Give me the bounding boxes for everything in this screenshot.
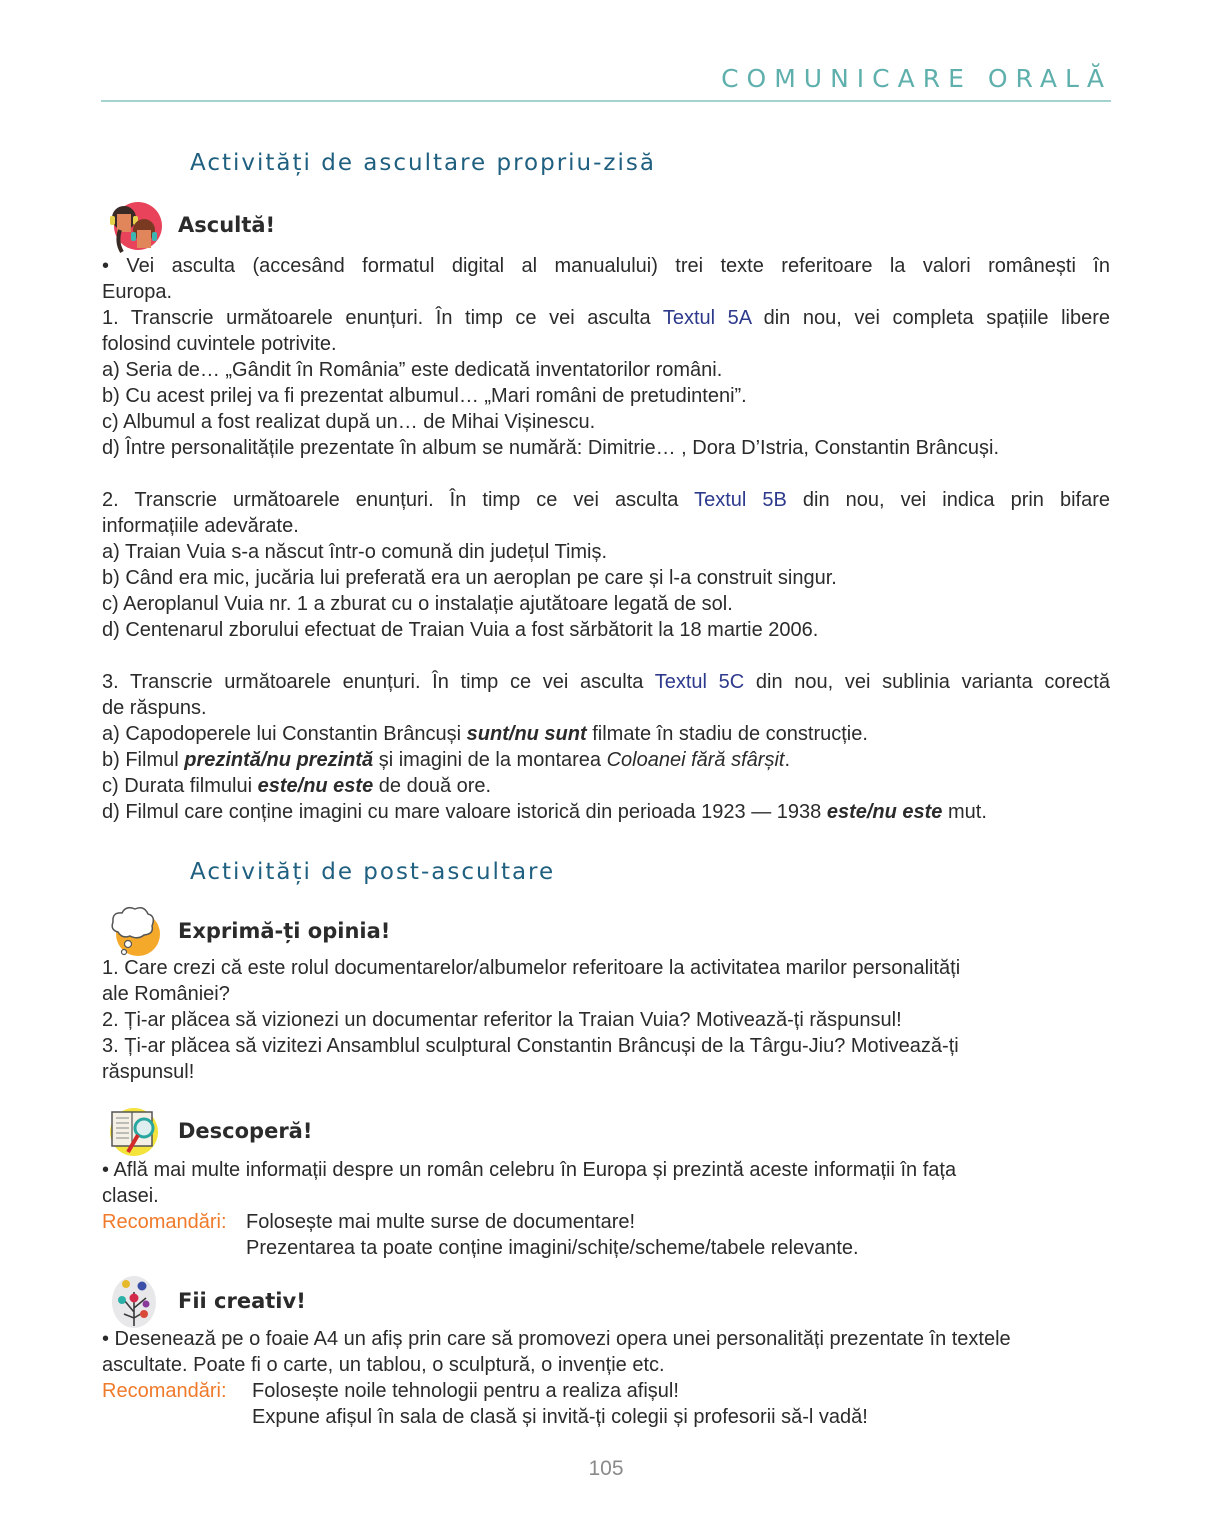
list-item: d) Centenarul zborului efectuat de Traian Vuia a fost sărbătorit la 18 martie 2006. <box>102 619 819 641</box>
task-line: clasei. <box>102 1185 159 1207</box>
task-header-asculta <box>104 196 275 254</box>
task-label: Fii creativ! <box>178 1289 306 1313</box>
list-item: a) Traian Vuia s-a născut într-o comună din județul Timiș. <box>102 541 608 563</box>
task-header-opinie <box>104 902 390 960</box>
question-line: ale României? <box>102 983 230 1005</box>
recommendation-text: Folosește noile tehnologii pentru a realiza afișul! <box>252 1380 679 1402</box>
question-line: 1. Care crezi că este rolul documentarelor/albumelor referitoare la activitatea marilor personalități <box>102 957 961 979</box>
choice-text: este/nu este <box>257 775 374 797</box>
textul-5c-link[interactable]: Textul 5C <box>654 671 745 693</box>
question-text: 1. Transcrie următoarele enunțuri. În timp ce vei asculta <box>102 307 663 329</box>
section-title-listening: Activități de ascultare propriu-zisă <box>190 150 656 176</box>
choice-text: prezintă/nu prezintă <box>184 749 374 771</box>
question-text: din nou, vei completa spațiile libere <box>751 307 1110 329</box>
list-item <box>102 799 1110 825</box>
asculta-content <box>102 253 1110 825</box>
task-header-creativ <box>104 1272 306 1330</box>
item-text: de două ore. <box>373 775 492 797</box>
choice-text: este/nu este <box>826 801 943 823</box>
task-label: Ascultă! <box>178 213 276 237</box>
headphones-people-icon <box>104 196 164 254</box>
intro-line: Europa. <box>102 281 173 303</box>
item-text: filmate în stadiu de construcție. <box>586 723 868 745</box>
descopera-content <box>102 1157 1110 1261</box>
list-item <box>102 747 1110 773</box>
thought-cloud-icon <box>104 902 164 960</box>
recommendation-row <box>102 1404 1110 1430</box>
list-item: d) Între personalitățile prezentate în album se numără: Dimitrie… , Dora D’Istria, Constantin Brâncuși. <box>102 437 1000 459</box>
question-line: răspunsul! <box>102 1061 195 1083</box>
section-title-post-listening: Activități de post-ascultare <box>190 859 556 885</box>
question-1 <box>102 305 1110 331</box>
item-text: d) Filmul care conține imagini cu mare valoare istorică din perioada 1923 — 1938 <box>102 801 827 823</box>
question-3-cont: de răspuns. <box>102 697 207 719</box>
work-title: Coloanei fără sfârșit <box>606 749 785 771</box>
question-text: 2. Transcrie următoarele enunțuri. În timp ce vei asculta <box>102 489 695 511</box>
textul-5a-link[interactable]: Textul 5A <box>662 307 752 329</box>
flower-motif-icon <box>104 1272 164 1330</box>
task-header-descopera <box>104 1102 312 1160</box>
question-text: 3. Transcrie următoarele enunțuri. În timp ce vei asculta <box>102 671 655 693</box>
page-number: 105 <box>588 1457 624 1480</box>
recommendation-text: Expune afișul în sala de clasă și invită-ți colegii și profesorii să-l vadă! <box>252 1406 868 1428</box>
question-line: 2. Ți-ar plăcea să vizionezi un documentar referitor la Traian Vuia? Motivează-ți răspunsul! <box>102 1009 902 1031</box>
list-item: b) Când era mic, jucăria lui preferată era un aeroplan pe care și l-a construit singur. <box>102 567 837 589</box>
question-2-cont: informațiile adevărate. <box>102 515 299 537</box>
textul-5b-link[interactable]: Textul 5B <box>694 489 787 511</box>
item-text: și imagini de la montarea <box>373 749 607 771</box>
item-text: a) Capodoperele lui Constantin Brâncuși <box>102 723 467 745</box>
choice-text: sunt/nu sunt <box>466 723 587 745</box>
task-line: • Află mai multe informații despre un român celebru în Europa și prezintă aceste informații în fața <box>102 1159 957 1181</box>
item-text: . <box>784 749 791 771</box>
recommendation-row <box>102 1209 1110 1235</box>
question-2 <box>102 487 1110 513</box>
recommendations-label: Recomandări: <box>102 1211 227 1233</box>
book-magnifier-icon <box>104 1102 164 1160</box>
task-line: ascultate. Poate fi o carte, un tablou, o sculptură, o invenție etc. <box>102 1354 665 1376</box>
item-text: c) Durata filmului <box>102 775 258 797</box>
list-item: a) Seria de… „Gândit în România” este dedicată inventatorilor români. <box>102 359 723 381</box>
creativ-content <box>102 1326 1110 1430</box>
task-label: Descoperă! <box>178 1119 313 1143</box>
opinie-content <box>102 955 1110 1085</box>
question-line: 3. Ți-ar plăcea să vizitezi Ansamblul sculptural Constantin Brâncuși de la Târgu-Jiu? Motivează-ți <box>102 1035 959 1057</box>
chapter-header: COMUNICARE ORALĂ <box>721 64 1112 93</box>
recommendation-row <box>102 1235 1110 1261</box>
question-text: din nou, vei indica prin bifare <box>786 489 1111 511</box>
question-text: din nou, vei sublinia varianta corectă <box>744 671 1110 693</box>
recommendation-text: Prezentarea ta poate conține imagini/schițe/scheme/tabele relevante. <box>246 1237 859 1259</box>
task-label: Exprimă-ți opinia! <box>178 919 391 943</box>
header-divider <box>101 100 1111 102</box>
recommendations-label: Recomandări: <box>102 1380 227 1402</box>
question-1-cont: folosind cuvintele potrivite. <box>102 333 337 355</box>
list-item: c) Aeroplanul Vuia nr. 1 a zburat cu o instalație ajutătoare legată de sol. <box>102 593 733 615</box>
list-item <box>102 721 1110 747</box>
question-3 <box>102 669 1110 695</box>
intro-line: • Vei asculta (accesând formatul digital al manualului) trei texte referitoare la valori românești în <box>102 255 1110 277</box>
list-item: c) Albumul a fost realizat după un… de Mihai Vișinescu. <box>102 411 596 433</box>
list-item <box>102 773 1110 799</box>
recommendation-row <box>102 1378 1110 1404</box>
item-text: b) Filmul <box>102 749 185 771</box>
recommendation-text: Folosește mai multe surse de documentare! <box>246 1211 636 1233</box>
item-text: mut. <box>942 801 987 823</box>
list-item: b) Cu acest prilej va fi prezentat albumul… „Mari români de pretudinteni”. <box>102 385 747 407</box>
task-line: • Desenează pe o foaie A4 un afiș prin care să promovezi opera unei personalități prezentate în textele <box>102 1328 1011 1350</box>
